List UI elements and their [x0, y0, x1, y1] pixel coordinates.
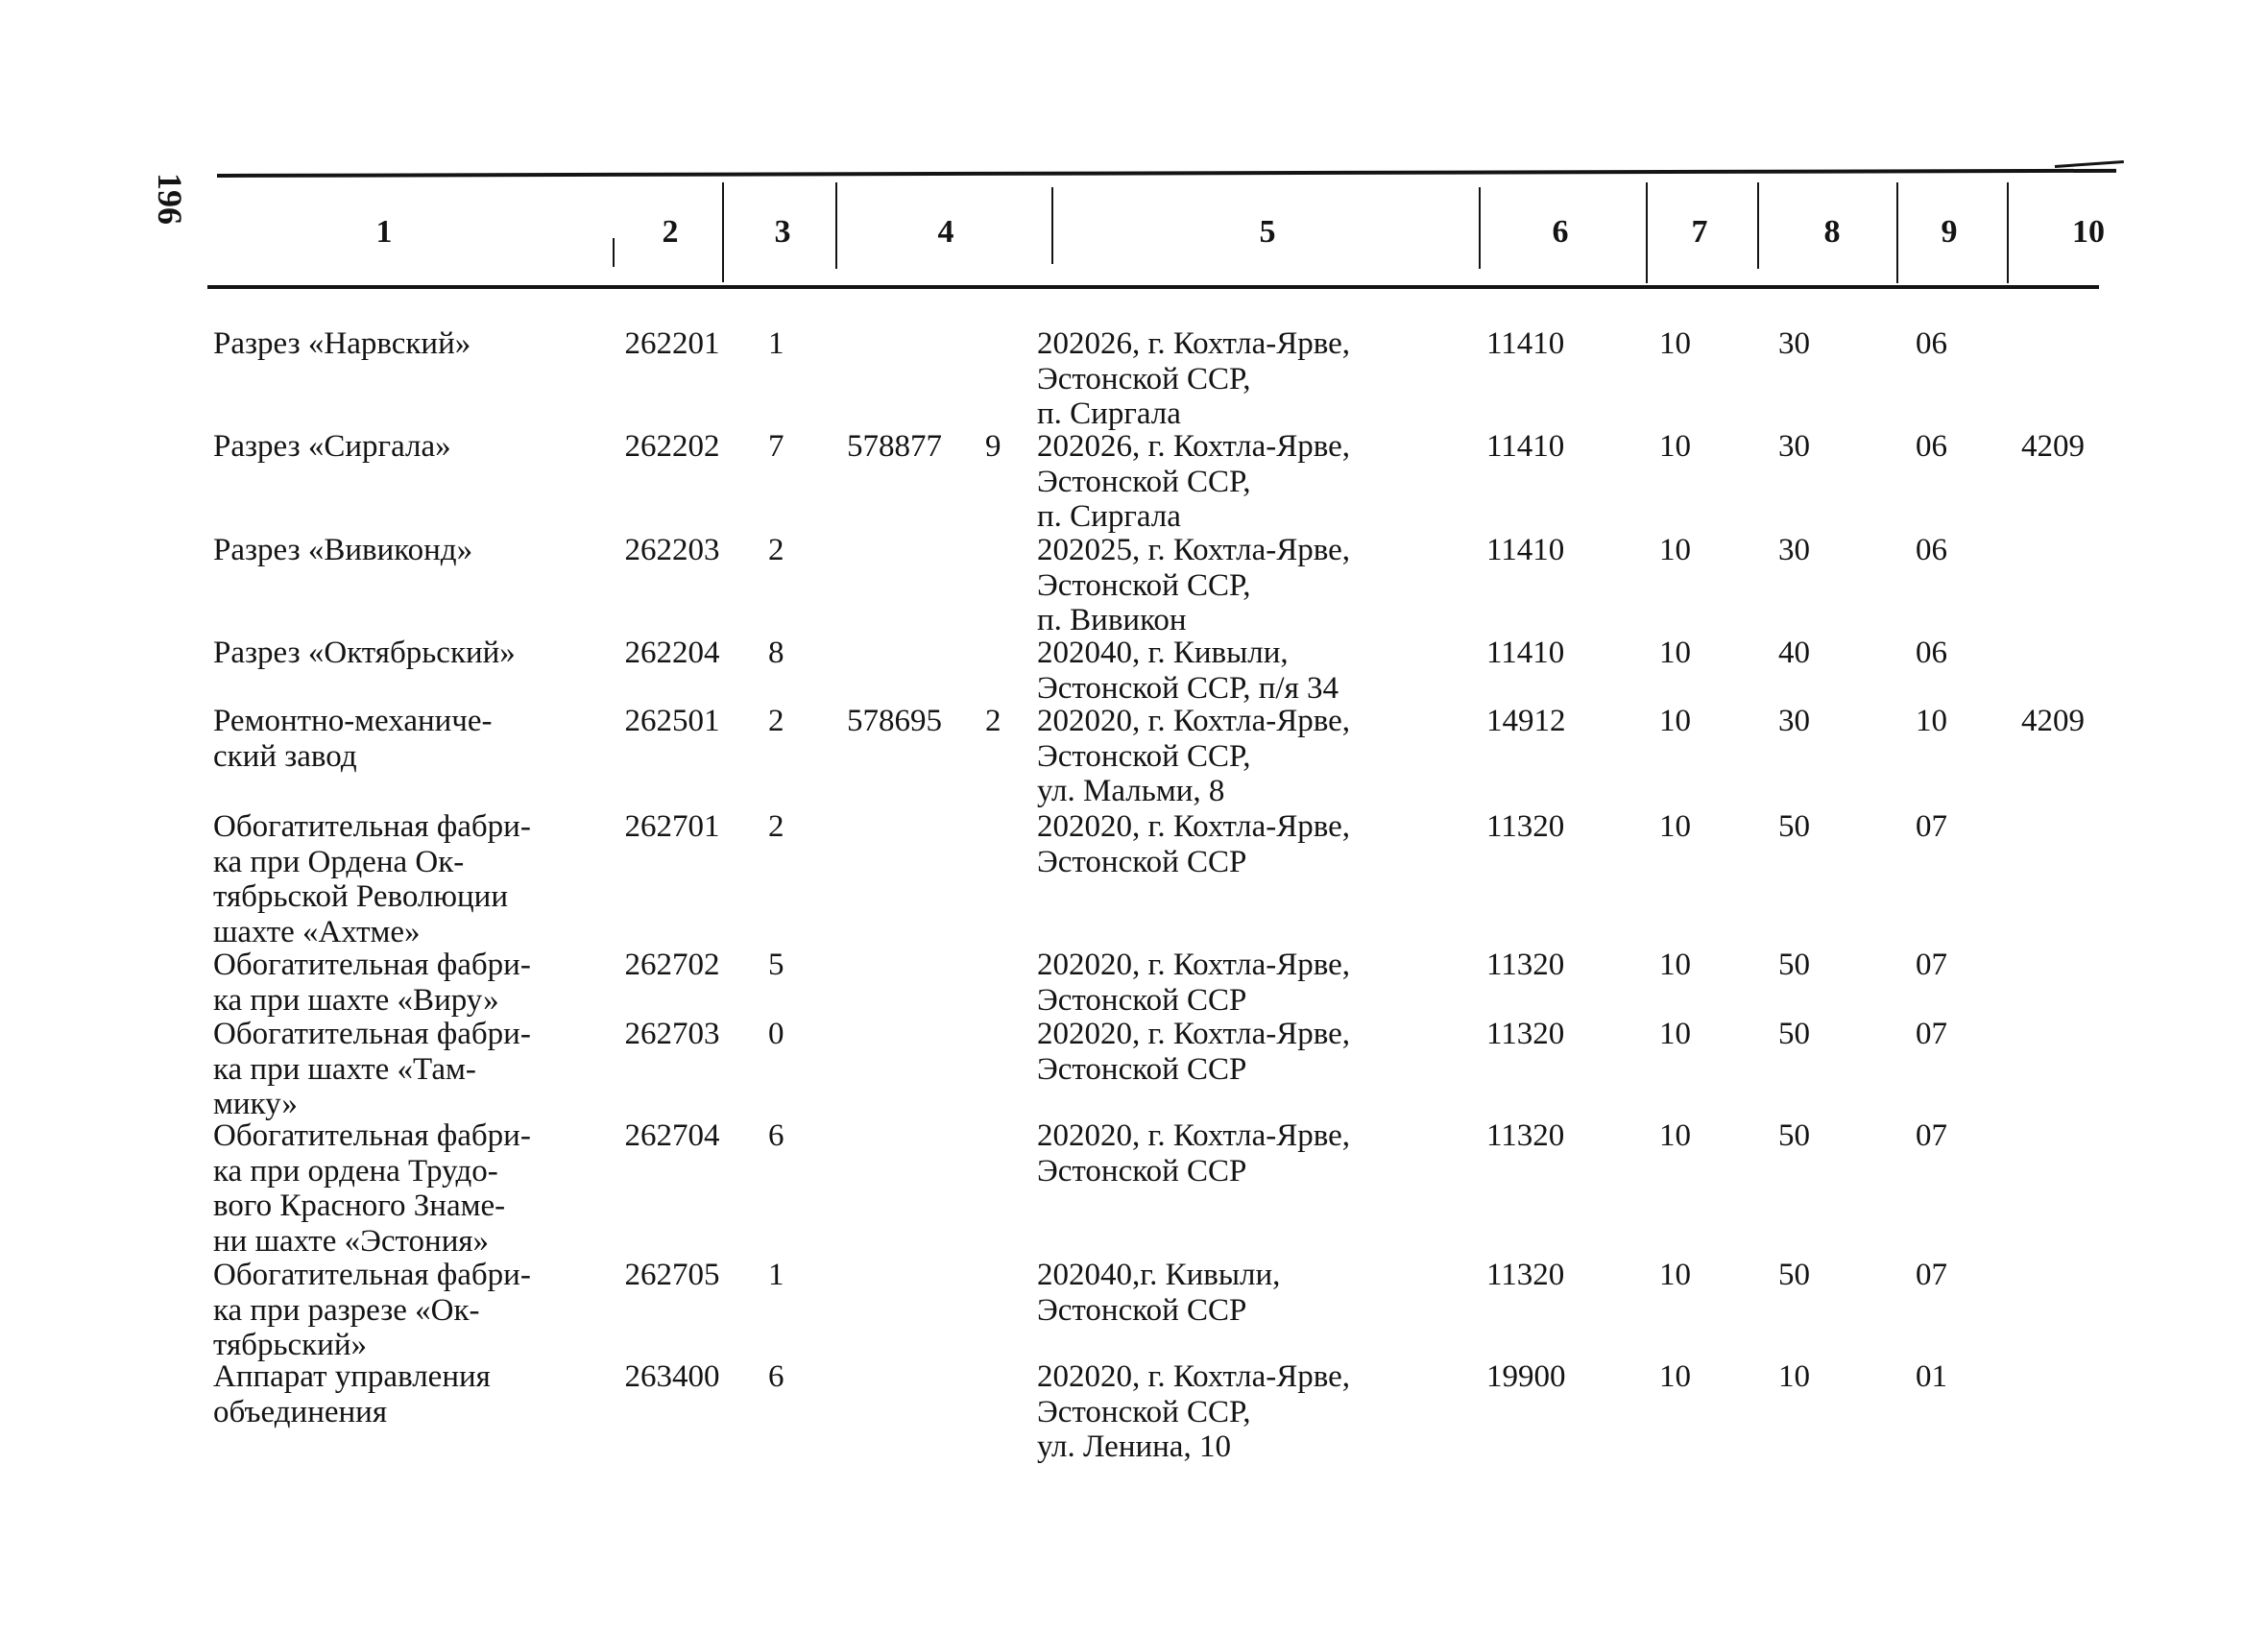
table-cell-c3: 0: [768, 1017, 784, 1051]
table-cell-c6: 11410: [1486, 326, 1565, 361]
table-cell-c7: 10: [1659, 1359, 1691, 1394]
table-cell-address: 202020, г. Кохтла-Ярве, Эстонской ССР: [1037, 948, 1351, 1018]
table-cell-c2: 262701: [624, 809, 720, 844]
table-cell-c10: 4209: [2021, 704, 2085, 738]
table-cell-c3: 2: [768, 533, 784, 567]
table-cell-c2: 262501: [624, 704, 720, 738]
table-cell-c7: 10: [1659, 533, 1691, 567]
table-cell-name: Обогатительная фабри- ка при шахте «Там- мику»: [213, 1017, 531, 1121]
table-cell-c8: 10: [1778, 1359, 1810, 1394]
table-cell-c7: 10: [1659, 704, 1691, 738]
header-separator: [835, 182, 837, 269]
table-cell-c3: 6: [768, 1359, 784, 1394]
table-cell-c8: 50: [1778, 1258, 1810, 1292]
table-cell-name: Обогатительная фабри- ка при Ордена Ок- тябрьской Революции шахте «Ахтме»: [213, 809, 531, 949]
column-header-4: 4: [937, 214, 954, 250]
table-cell-name: Обогатительная фабри- ка при шахте «Виру»: [213, 948, 531, 1018]
table-cell-c9: 06: [1916, 636, 1947, 670]
table-cell-c9: 07: [1916, 1017, 1947, 1051]
table-cell-address: 202040, г. Кивыли, Эстонской ССР, п/я 34: [1037, 636, 1339, 706]
header-separator: [1051, 187, 1053, 264]
table-cell-c2: 262705: [624, 1258, 720, 1292]
table-cell-c2: 262204: [624, 636, 720, 670]
header-separator: [1896, 182, 1898, 283]
table-cell-c7: 10: [1659, 636, 1691, 670]
table-cell-c6: 11410: [1486, 429, 1565, 464]
table-cell-c4b: 9: [985, 429, 1001, 464]
table-cell-c7: 10: [1659, 1017, 1691, 1051]
table-cell-c9: 01: [1916, 1359, 1947, 1394]
table-cell-address: 202020, г. Кохтла-Ярве, Эстонской ССР: [1037, 809, 1351, 879]
table-cell-address: 202020, г. Кохтла-Ярве, Эстонской ССР: [1037, 1017, 1351, 1087]
table-cell-c7: 10: [1659, 1258, 1691, 1292]
table-cell-c3: 2: [768, 809, 784, 844]
table-cell-c6: 11320: [1486, 1118, 1565, 1153]
header-separator: [613, 238, 615, 267]
table-cell-address: 202040,г. Кивыли, Эстонской ССР: [1037, 1258, 1281, 1328]
table-cell-c8: 50: [1778, 1118, 1810, 1153]
table-cell-c8: 30: [1778, 533, 1810, 567]
page-number: 196: [151, 173, 189, 225]
table-cell-c8: 40: [1778, 636, 1810, 670]
table-cell-c2: 262201: [624, 326, 720, 361]
table-cell-c4: 578695: [847, 704, 942, 738]
table-cell-c8: 50: [1778, 1017, 1810, 1051]
table-cell-c7: 10: [1659, 326, 1691, 361]
header-separator: [2007, 182, 2009, 283]
table-cell-c2: 262704: [624, 1118, 720, 1153]
table-cell-c2: 263400: [624, 1359, 720, 1394]
header-separator: [1479, 187, 1481, 269]
table-cell-c6: 11320: [1486, 809, 1565, 844]
column-header-1: 1: [375, 214, 393, 250]
table-cell-c7: 10: [1659, 1118, 1691, 1153]
table-top-rule: [217, 169, 2116, 178]
header-separator: [722, 182, 724, 282]
table-cell-c2: 262702: [624, 948, 720, 982]
table-cell-c3: 8: [768, 636, 784, 670]
table-cell-c6: 11410: [1486, 533, 1565, 567]
table-top-rule-tail: [2055, 160, 2124, 168]
table-cell-c3: 6: [768, 1118, 784, 1153]
table-cell-c9: 07: [1916, 1258, 1947, 1292]
table-cell-c6: 11320: [1486, 1017, 1565, 1051]
table-cell-c2: 262703: [624, 1017, 720, 1051]
table-cell-c6: 11320: [1486, 948, 1565, 982]
table-cell-address: 202020, г. Кохтла-Ярве, Эстонской ССР, ул. Мальми, 8: [1037, 704, 1351, 808]
table-cell-c4b: 2: [985, 704, 1001, 738]
table-cell-name: Ремонтно-механиче- ский завод: [213, 704, 493, 774]
table-cell-c3: 5: [768, 948, 784, 982]
column-header-6: 6: [1552, 214, 1569, 250]
table-cell-name: Разрез «Октябрьский»: [213, 636, 516, 670]
table-cell-c9: 10: [1916, 704, 1947, 738]
table-cell-c2: 262202: [624, 429, 720, 464]
table-cell-c8: 50: [1778, 948, 1810, 982]
column-header-5: 5: [1259, 214, 1276, 250]
table-cell-c3: 1: [768, 326, 784, 361]
table-cell-c6: 14912: [1486, 704, 1566, 738]
table-cell-c3: 1: [768, 1258, 784, 1292]
table-cell-name: Обогатительная фабри- ка при ордена Трудо- вого Красного Знаме- ни шахте «Эстония»: [213, 1118, 531, 1259]
table-cell-c3: 2: [768, 704, 784, 738]
table-header-bottom-rule: [207, 285, 2099, 289]
table-cell-c6: 19900: [1486, 1359, 1566, 1394]
table-cell-name: Разрез «Нарвский»: [213, 326, 471, 361]
table-cell-c6: 11410: [1486, 636, 1565, 670]
table-cell-c2: 262203: [624, 533, 720, 567]
table-cell-address: 202026, г. Кохтла-Ярве, Эстонской ССР, п. Сиргала: [1037, 429, 1351, 534]
table-cell-c6: 11320: [1486, 1258, 1565, 1292]
table-cell-c3: 7: [768, 429, 784, 464]
table-cell-name: Разрез «Вивиконд»: [213, 533, 473, 567]
table-cell-c8: 30: [1778, 326, 1810, 361]
column-header-10: 10: [2072, 214, 2105, 250]
column-header-9: 9: [1941, 214, 1958, 250]
table-cell-c9: 07: [1916, 1118, 1947, 1153]
table-cell-c7: 10: [1659, 948, 1691, 982]
header-separator: [1757, 182, 1759, 269]
column-header-7: 7: [1691, 214, 1708, 250]
header-separator: [1646, 182, 1648, 283]
table-cell-c10: 4209: [2021, 429, 2085, 464]
table-cell-name: Разрез «Сиргала»: [213, 429, 451, 464]
table-cell-c9: 07: [1916, 948, 1947, 982]
table-cell-name: Аппарат управления объединения: [213, 1359, 491, 1429]
table-cell-c4: 578877: [847, 429, 942, 464]
table-cell-c8: 50: [1778, 809, 1810, 844]
table-cell-address: 202020, г. Кохтла-Ярве, Эстонской ССР, ул. Ленина, 10: [1037, 1359, 1351, 1464]
column-header-8: 8: [1823, 214, 1841, 250]
column-header-3: 3: [774, 214, 791, 250]
table-cell-address: 202020, г. Кохтла-Ярве, Эстонской ССР: [1037, 1118, 1351, 1189]
table-cell-c9: 06: [1916, 326, 1947, 361]
table-cell-c9: 06: [1916, 533, 1947, 567]
table-cell-address: 202025, г. Кохтла-Ярве, Эстонской ССР, п. Вивикон: [1037, 533, 1351, 637]
table-cell-c9: 06: [1916, 429, 1947, 464]
table-cell-c9: 07: [1916, 809, 1947, 844]
table-cell-c8: 30: [1778, 704, 1810, 738]
table-cell-c7: 10: [1659, 809, 1691, 844]
table-cell-name: Обогатительная фабри- ка при разрезе «Ок- тябрьский»: [213, 1258, 531, 1362]
table-cell-address: 202026, г. Кохтла-Ярве, Эстонской ССР, п. Сиргала: [1037, 326, 1351, 431]
table-cell-c8: 30: [1778, 429, 1810, 464]
table-cell-c7: 10: [1659, 429, 1691, 464]
column-header-2: 2: [662, 214, 679, 250]
